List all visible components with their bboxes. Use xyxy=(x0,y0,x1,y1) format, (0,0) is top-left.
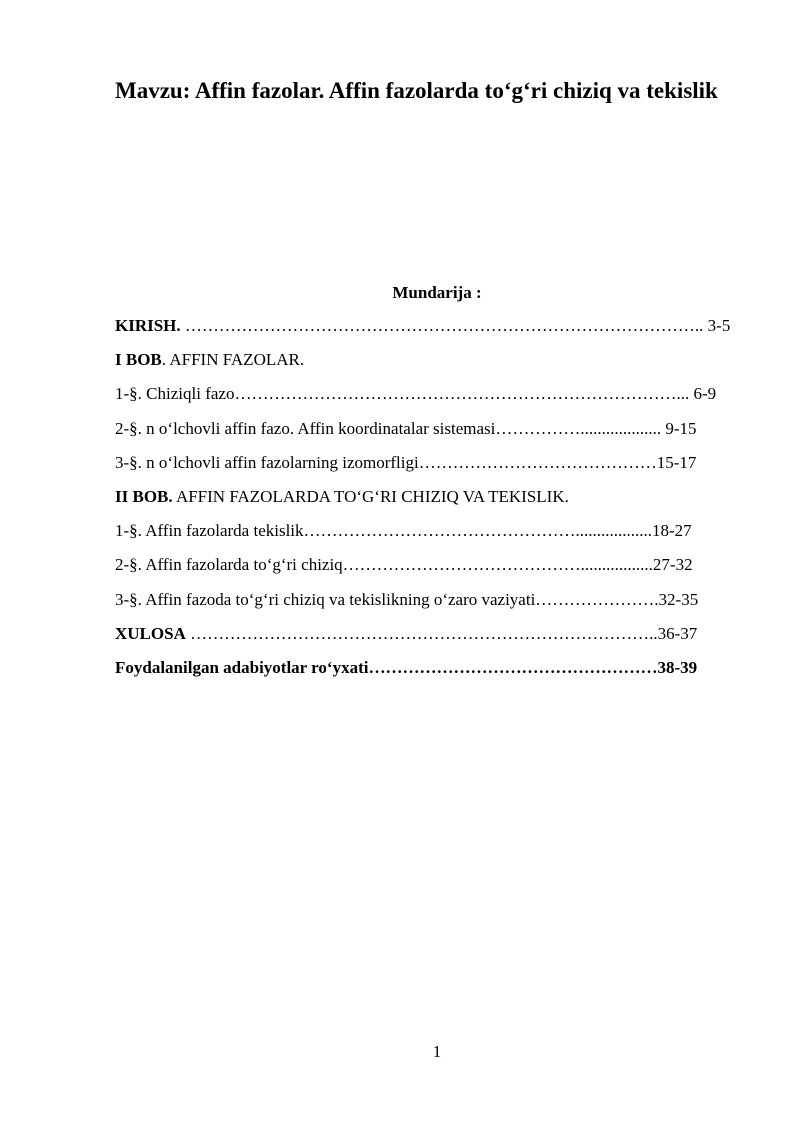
toc-entry-label: II BOB. xyxy=(115,487,173,506)
toc-entry-bob1 xyxy=(115,349,304,371)
toc-entry-bob2 xyxy=(115,486,569,508)
toc-entry-kirish xyxy=(115,315,730,337)
toc-entry-label: XULOSA xyxy=(115,624,186,643)
toc-entry-xulosa xyxy=(115,623,697,645)
toc-entry-section-1-3: 3-§. n o‘lchovli affin fazolarning izomorfligi……………………………………15-17 xyxy=(115,453,697,472)
toc-entry-section-2-1: 1-§. Affin fazolarda tekislik…………………………………………..................18-27 xyxy=(115,521,692,540)
toc-entry-leader: ………………………………………………………………………..36-37 xyxy=(185,624,698,643)
toc-entry-section-2-2: 2-§. Affin fazolarda to‘g‘ri chiziq…………………………………….................27-32 xyxy=(115,555,693,574)
toc-entry-section-1-1: 1-§. Chiziqli fazo……………………………………………………………………... 6-9 xyxy=(115,384,717,403)
document-title: Mavzu: Affin fazolar. Affin fazolarda to‘g‘ri chiziq va tekislik xyxy=(115,78,718,103)
toc-entry-leader: ……………………………………………………………………………….. 3-5 xyxy=(180,316,731,335)
toc-entry-title: AFFIN FAZOLARDA TO‘G‘RI CHIZIQ VA TEKISLIK. xyxy=(172,487,569,506)
toc-entry-references: Foydalanilgan adabiyotlar ro‘yxati……………………………………………38-39 xyxy=(115,658,698,677)
toc-entry-section-2-3: 3-§. Affin fazoda to‘g‘ri chiziq va tekislikning o‘zaro vaziyati………………….32-35 xyxy=(115,590,699,609)
toc-heading: Mundarija : xyxy=(392,283,482,302)
toc-entry-title: . AFFIN FAZOLAR. xyxy=(161,350,305,369)
toc-entry-section-1-2: 2-§. n o‘lchovli affin fazo. Affin koordinatalar sistemasi……………................... 9-15 xyxy=(115,419,697,438)
toc-entry-label: I BOB xyxy=(115,350,162,369)
page-number: 1 xyxy=(432,1042,442,1061)
toc-entry-label: KIRISH. xyxy=(115,316,181,335)
